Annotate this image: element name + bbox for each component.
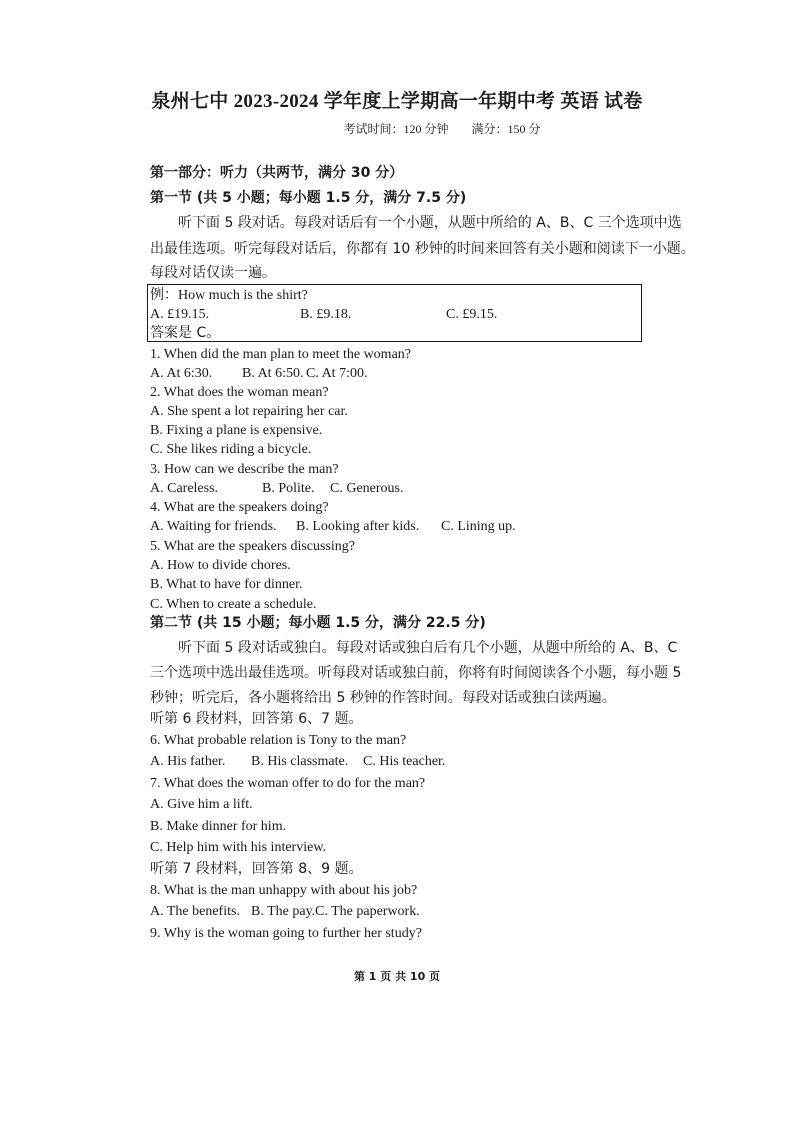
- question-8-options: [150, 903, 420, 921]
- q2-option-c: C. She likes riding a bicycle.: [150, 442, 312, 457]
- q6-option-c: C. His teacher.: [363, 754, 446, 769]
- q5-option-c: C. When to create a schedule.: [150, 597, 317, 612]
- q7-option-c: C. Help him with his interview.: [150, 840, 327, 855]
- section1-heading: 第一节 (共 5 小题；每小题 1.5 分，满分 7.5 分): [150, 190, 467, 206]
- q6-option-a: A. His father.: [150, 754, 226, 769]
- q3-option-a: A. Careless.: [150, 481, 219, 496]
- question-1: 1. When did the man plan to meet the woman?: [150, 347, 412, 362]
- exam-info: [0, 120, 794, 137]
- question-6: 6. What probable relation is Tony to the man?: [150, 733, 407, 748]
- q2-option-b: B. Fixing a plane is expensive.: [150, 423, 323, 438]
- section1-instruction-line: 每段对话仅读一遍。: [150, 265, 276, 281]
- q1-option-b: B. At 6:50.: [242, 366, 304, 381]
- section2-instruction-line: 秒钟；听完后，各小题将给出 5 秒钟的作答时间。每段对话或独白读两遍。: [150, 690, 616, 706]
- exam-title: 泉州七中 2023-2024 学年度上学期高一年期中考 英语 试卷: [151, 91, 643, 112]
- example-option-a: A. £19.15.: [150, 307, 210, 322]
- full-score: 满分：150 分: [471, 122, 541, 136]
- q4-option-c: C. Lining up.: [441, 519, 516, 534]
- question-3: 3. How can we describe the man?: [150, 462, 339, 477]
- question-7: 7. What does the woman offer to do for the man?: [150, 776, 426, 791]
- material-7-note: 听第 7 段材料，回答第 8、9 题。: [150, 861, 363, 877]
- q8-option-c: C. The paperwork.: [315, 904, 420, 919]
- section2-instruction-line: 听下面 5 段对话或独白。每段对话或独白后有几个小题，从题中所给的 A、B、C: [178, 640, 678, 656]
- question-9: 9. Why is the woman going to further her study?: [150, 926, 422, 941]
- example-option-b: B. £9.18.: [300, 307, 352, 322]
- q3-option-c: C. Generous.: [330, 481, 404, 496]
- question-3-options: [150, 480, 404, 498]
- q1-option-a: A. At 6:30.: [150, 366, 213, 381]
- q7-option-b: B. Make dinner for him.: [150, 819, 287, 834]
- question-8: 8. What is the man unhappy with about his job?: [150, 883, 418, 898]
- q4-option-a: A. Waiting for friends.: [150, 519, 277, 534]
- question-1-options: [150, 365, 367, 383]
- q4-option-b: B. Looking after kids.: [296, 519, 420, 534]
- q8-option-a: A. The benefits.: [150, 904, 240, 919]
- section2-heading: 第二节 (共 15 小题；每小题 1.5 分，满分 22.5 分): [150, 615, 486, 631]
- question-6-options: [150, 753, 445, 771]
- q3-option-b: B. Polite.: [262, 481, 315, 496]
- q5-option-a: A. How to divide chores.: [150, 558, 291, 573]
- question-4-options: [150, 518, 516, 536]
- example-question: 例：How much is the shirt?: [150, 288, 308, 303]
- section2-instruction-line: 三个选项中选出最佳选项。听每段对话或独白前，你将有时间阅读各个小题，每小题 5: [150, 665, 682, 681]
- question-4: 4. What are the speakers doing?: [150, 500, 329, 515]
- section1-instruction-line: 听下面 5 段对话。每段对话后有一个小题，从题中所给的 A、B、C 三个选项中选: [178, 215, 682, 231]
- part1-heading: 第一部分：听力（共两节，满分 30 分）: [150, 165, 404, 181]
- q7-option-a: A. Give him a lift.: [150, 797, 253, 812]
- exam-time: 考试时间：120 分钟: [343, 122, 449, 136]
- q5-option-b: B. What to have for dinner.: [150, 577, 303, 592]
- section1-instruction-line: 出最佳选项。听完每段对话后，你都有 10 秒钟的时间来回答有关小题和阅读下一小题。: [150, 241, 695, 257]
- q2-option-a: A. She spent a lot repairing her car.: [150, 404, 348, 419]
- page-number: 第 1 页 共 10 页: [353, 970, 441, 983]
- q1-option-c: C. At 7:00.: [306, 366, 368, 381]
- example-option-c: C. £9.15.: [446, 307, 498, 322]
- question-2: 2. What does the woman mean?: [150, 385, 329, 400]
- q8-option-b: B. The pay.: [251, 904, 316, 919]
- example-options: [150, 306, 497, 324]
- example-answer: 答案是 C。: [150, 325, 221, 341]
- q6-option-b: B. His classmate.: [251, 754, 349, 769]
- question-5: 5. What are the speakers discussing?: [150, 539, 356, 554]
- material-6-note: 听第 6 段材料，回答第 6、7 题。: [150, 711, 363, 727]
